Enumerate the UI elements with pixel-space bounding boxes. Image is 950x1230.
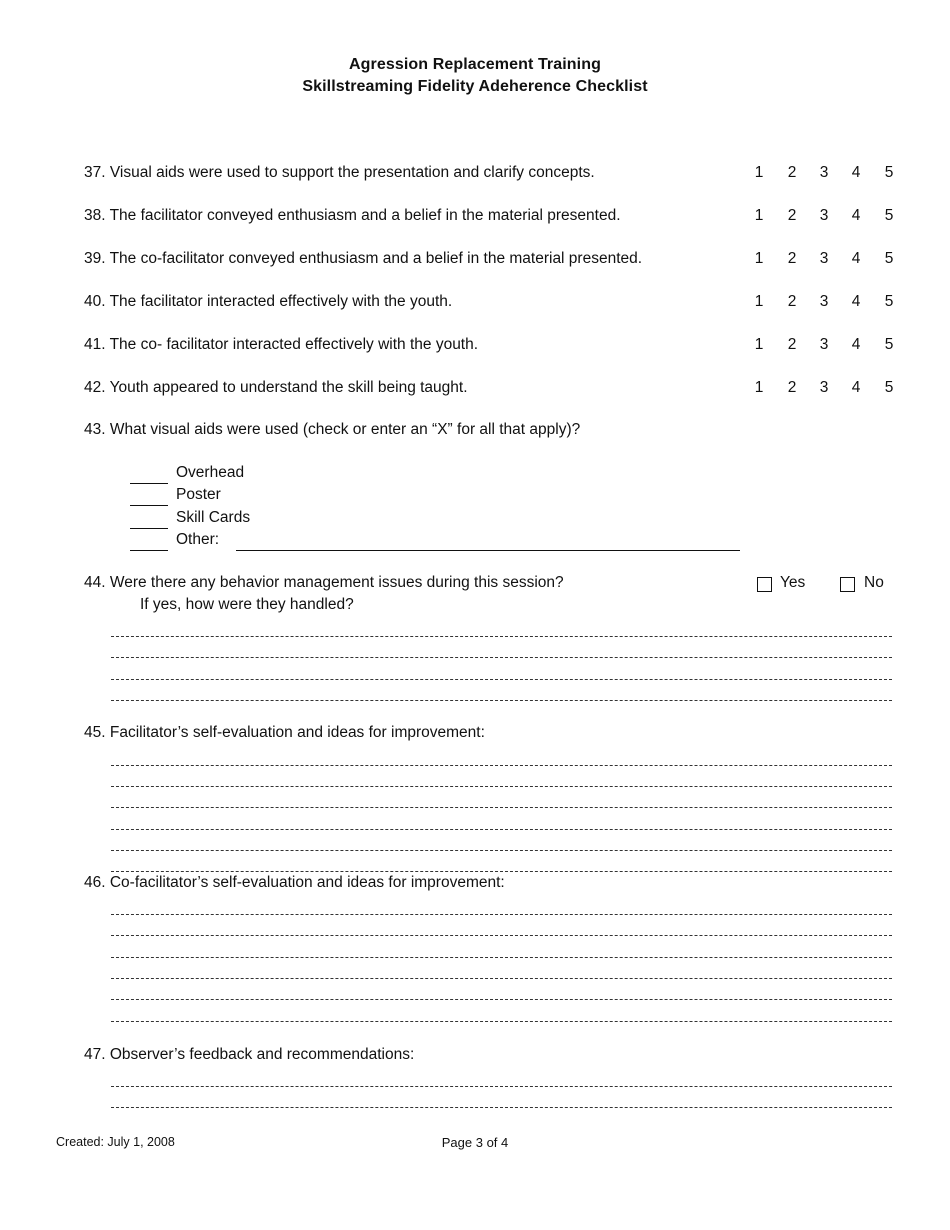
document-subtitle: Skillstreaming Fidelity Adeherence Checklist [302, 78, 648, 95]
page-number: Page 3 of 4 [441, 1135, 509, 1150]
rating-option-4[interactable]: 4 [851, 250, 861, 267]
rating-option-5[interactable]: 5 [884, 250, 894, 267]
rating-option-3[interactable]: 3 [819, 164, 829, 181]
rating-option-1[interactable]: 1 [754, 336, 764, 353]
answer-line[interactable] [111, 700, 892, 701]
overhead-check-line[interactable] [130, 483, 168, 484]
rating-option-4[interactable]: 4 [851, 336, 861, 353]
answer-line[interactable] [111, 1086, 892, 1087]
rating-option-5[interactable]: 5 [884, 293, 894, 310]
answer-line[interactable] [111, 850, 892, 851]
answer-line[interactable] [111, 1021, 892, 1022]
rated-question [84, 250, 642, 268]
rating-option-3[interactable]: 3 [819, 336, 829, 353]
rated-question [84, 293, 452, 311]
answer-line[interactable] [111, 871, 892, 872]
question-number: 40. [84, 293, 106, 310]
question-number: 37. [84, 164, 106, 181]
rating-option-2[interactable]: 2 [787, 207, 797, 224]
answer-line[interactable] [111, 1107, 892, 1108]
question-number: 38. [84, 207, 106, 224]
yes-checkbox[interactable] [757, 577, 772, 592]
question-text: The facilitator interacted effectively with the youth. [109, 293, 453, 310]
answer-line[interactable] [111, 657, 892, 658]
answer-line[interactable] [111, 636, 892, 637]
rating-option-2[interactable]: 2 [787, 336, 797, 353]
option-skill-cards: Skill Cards [176, 509, 251, 526]
rating-option-4[interactable]: 4 [851, 207, 861, 224]
rated-question [84, 336, 478, 354]
rating-option-4[interactable]: 4 [851, 379, 861, 396]
question-text: The facilitator conveyed enthusiasm and a belief in the material presented. [109, 207, 621, 224]
answer-line[interactable] [111, 999, 892, 1000]
question-number: 42. [84, 379, 106, 396]
no-checkbox[interactable] [840, 577, 855, 592]
rating-option-2[interactable]: 2 [787, 164, 797, 181]
rating-option-3[interactable]: 3 [819, 207, 829, 224]
question-47: 47. Observer’s feedback and recommendations: [84, 1046, 415, 1063]
rating-option-5[interactable]: 5 [884, 164, 894, 181]
other-check-line[interactable] [130, 550, 168, 551]
rating-option-1[interactable]: 1 [754, 164, 764, 181]
rating-option-5[interactable]: 5 [884, 379, 894, 396]
answer-line[interactable] [111, 978, 892, 979]
rating-option-4[interactable]: 4 [851, 164, 861, 181]
question-45: 45. Facilitator’s self-evaluation and ideas for improvement: [84, 724, 485, 741]
rating-option-3[interactable]: 3 [819, 250, 829, 267]
rating-option-1[interactable]: 1 [754, 293, 764, 310]
rating-option-1[interactable]: 1 [754, 207, 764, 224]
rating-option-4[interactable]: 4 [851, 293, 861, 310]
option-other: Other: [176, 531, 220, 548]
rating-option-3[interactable]: 3 [819, 293, 829, 310]
answer-line[interactable] [111, 679, 892, 680]
rating-option-1[interactable]: 1 [754, 250, 764, 267]
rating-option-3[interactable]: 3 [819, 379, 829, 396]
question-number: 41. [84, 336, 106, 353]
answer-line[interactable] [111, 914, 892, 915]
no-label: No [864, 574, 884, 591]
question-46: 46. Co-facilitator’s self-evaluation and ideas for improvement: [84, 874, 505, 891]
answer-line[interactable] [111, 807, 892, 808]
question-text: Visual aids were used to support the presentation and clarify concepts. [109, 164, 595, 181]
question-44-followup: If yes, how were they handled? [140, 596, 354, 613]
question-text: Youth appeared to understand the skill being taught. [109, 379, 468, 396]
created-date: Created: July 1, 2008 [56, 1135, 175, 1149]
yes-label: Yes [780, 574, 806, 591]
answer-line[interactable] [111, 829, 892, 830]
document-title: Agression Replacement Training [349, 56, 601, 73]
answer-line[interactable] [111, 935, 892, 936]
answer-line[interactable] [111, 957, 892, 958]
question-text: The co-facilitator conveyed enthusiasm and a belief in the material presented. [109, 250, 643, 267]
poster-check-line[interactable] [130, 505, 168, 506]
answer-line[interactable] [111, 765, 892, 766]
option-poster: Poster [176, 486, 221, 503]
rating-option-2[interactable]: 2 [787, 293, 797, 310]
other-specify-line[interactable] [236, 550, 740, 551]
skill-cards-check-line[interactable] [130, 528, 168, 529]
rating-option-5[interactable]: 5 [884, 207, 894, 224]
rated-question [84, 164, 595, 182]
question-number: 39. [84, 250, 106, 267]
question-43: 43. What visual aids were used (check or enter an “X” for all that apply)? [84, 421, 581, 438]
option-overhead: Overhead [176, 464, 245, 481]
question-text: The co- facilitator interacted effectively with the youth. [109, 336, 479, 353]
rated-question [84, 379, 468, 397]
rating-option-1[interactable]: 1 [754, 379, 764, 396]
answer-line[interactable] [111, 786, 892, 787]
question-44: 44. Were there any behavior management issues during this session? [84, 574, 564, 591]
rated-question [84, 207, 621, 225]
rating-option-2[interactable]: 2 [787, 379, 797, 396]
rating-option-2[interactable]: 2 [787, 250, 797, 267]
rating-option-5[interactable]: 5 [884, 336, 894, 353]
